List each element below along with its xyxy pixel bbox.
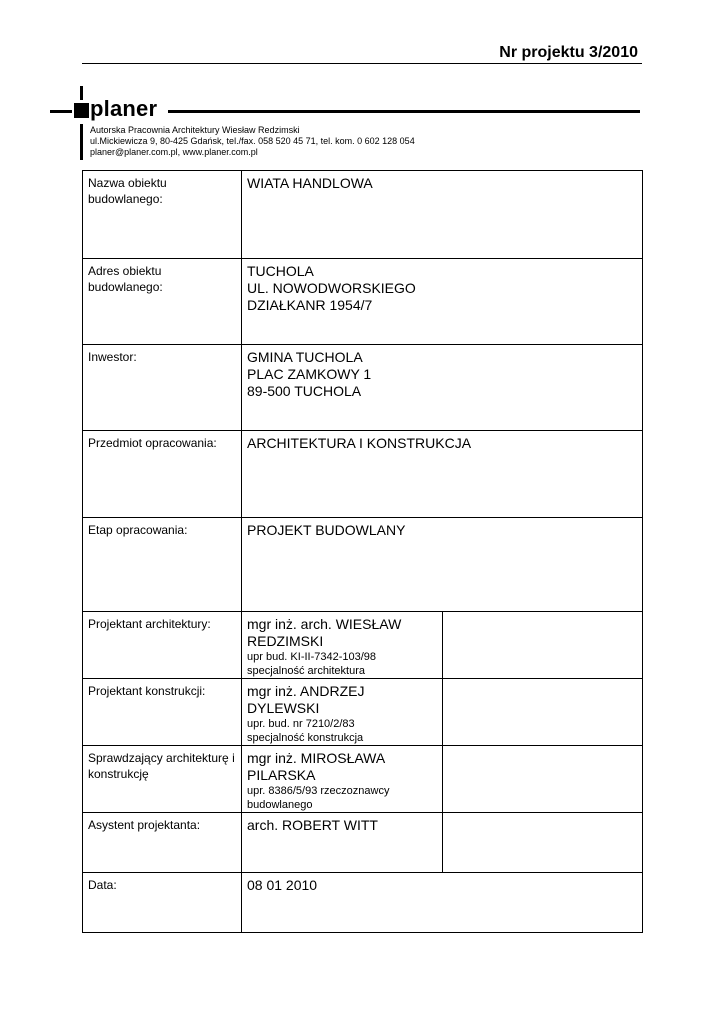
value-assistant: arch. ROBERT WITT	[242, 813, 443, 873]
value-object-name: WIATA HANDLOWA	[242, 171, 643, 259]
architect-name: mgr inż. arch. WIESŁAW REDZIMSKI	[247, 616, 402, 649]
architect-license: upr bud. KI-II-7342-103/98	[247, 651, 377, 663]
row-stage	[83, 518, 643, 612]
value-subject: ARCHITEKTURA I KONSTRUKCJA	[242, 431, 643, 518]
checker-name: mgr inż. MIROSŁAWA PILARSKA	[247, 750, 385, 783]
signature-structural	[442, 679, 643, 746]
label-assistant: Asystent projektanta:	[83, 813, 242, 873]
logo-vertical-bar-top	[80, 86, 83, 100]
project-info-table	[82, 170, 643, 933]
row-investor	[83, 345, 643, 431]
firm-address: ul.Mickiewicza 9, 80-425 Gdańsk, tel./fax. 058 520 45 71, tel. kom. 0 602 128 054	[90, 136, 415, 146]
project-number: Nr projektu 3/2010	[499, 44, 638, 61]
row-checker	[83, 746, 643, 813]
investor-line-2: PLAC ZAMKOWY 1	[247, 366, 372, 382]
label-address: Adres obiektu budowlanego:	[83, 259, 242, 345]
structural-name: mgr inż. ANDRZEJ DYLEWSKI	[247, 683, 365, 716]
label-date: Data:	[83, 873, 242, 933]
label-object-name: Nazwa obiektu budowlanego:	[83, 171, 242, 259]
value-investor	[242, 345, 643, 431]
structural-license: upr. bud. nr 7210/2/83	[247, 718, 355, 730]
investor-line-3: 89-500 TUCHOLA	[247, 383, 362, 399]
row-date	[83, 873, 643, 933]
checker-license: upr. 8386/5/93 rzeczoznawcy budowlanego	[247, 785, 390, 811]
row-subject	[83, 431, 643, 518]
signature-architect	[442, 612, 643, 679]
row-address	[83, 259, 643, 345]
structural-specialty: specjalność konstrukcja	[247, 732, 364, 744]
header-rule	[82, 63, 642, 64]
address-line-3: DZIAŁKANR 1954/7	[247, 297, 373, 313]
label-stage: Etap opracowania:	[83, 518, 242, 612]
value-address	[242, 259, 643, 345]
address-line-1: TUCHOLA	[247, 263, 314, 279]
label-subject: Przedmiot opracowania:	[83, 431, 242, 518]
signature-checker	[442, 746, 643, 813]
logo-right-line	[168, 110, 640, 113]
value-architect	[242, 612, 443, 679]
firm-contact: planer@planer.com.pl, www.planer.com.pl	[90, 147, 258, 157]
signature-assistant	[442, 813, 643, 873]
label-structural: Projektant konstrukcji:	[83, 679, 242, 746]
label-checker: Sprawdzający architekturę i konstrukcję	[83, 746, 242, 813]
investor-line-1: GMINA TUCHOLA	[247, 349, 363, 365]
label-investor: Inwestor:	[83, 345, 242, 431]
row-architect	[83, 612, 643, 679]
logo-square-icon	[74, 103, 89, 118]
row-assistant	[83, 813, 643, 873]
firm-info	[90, 125, 415, 158]
label-architect: Projektant architektury:	[83, 612, 242, 679]
firm-name: Autorska Pracownia Architektury Wiesław Redzimski	[90, 125, 300, 135]
value-date: 08 01 2010	[242, 873, 643, 933]
logo-left-line	[50, 110, 72, 113]
logo-wordmark: planer	[90, 96, 158, 121]
address-line-2: UL. NOWODWORSKIEGO	[247, 280, 416, 296]
architect-specialty: specjalność architektura	[247, 665, 366, 677]
value-structural	[242, 679, 443, 746]
value-checker	[242, 746, 443, 813]
value-stage: PROJEKT BUDOWLANY	[242, 518, 643, 612]
logo-vertical-bar-bottom	[80, 124, 83, 160]
row-object-name	[83, 171, 643, 259]
row-structural	[83, 679, 643, 746]
